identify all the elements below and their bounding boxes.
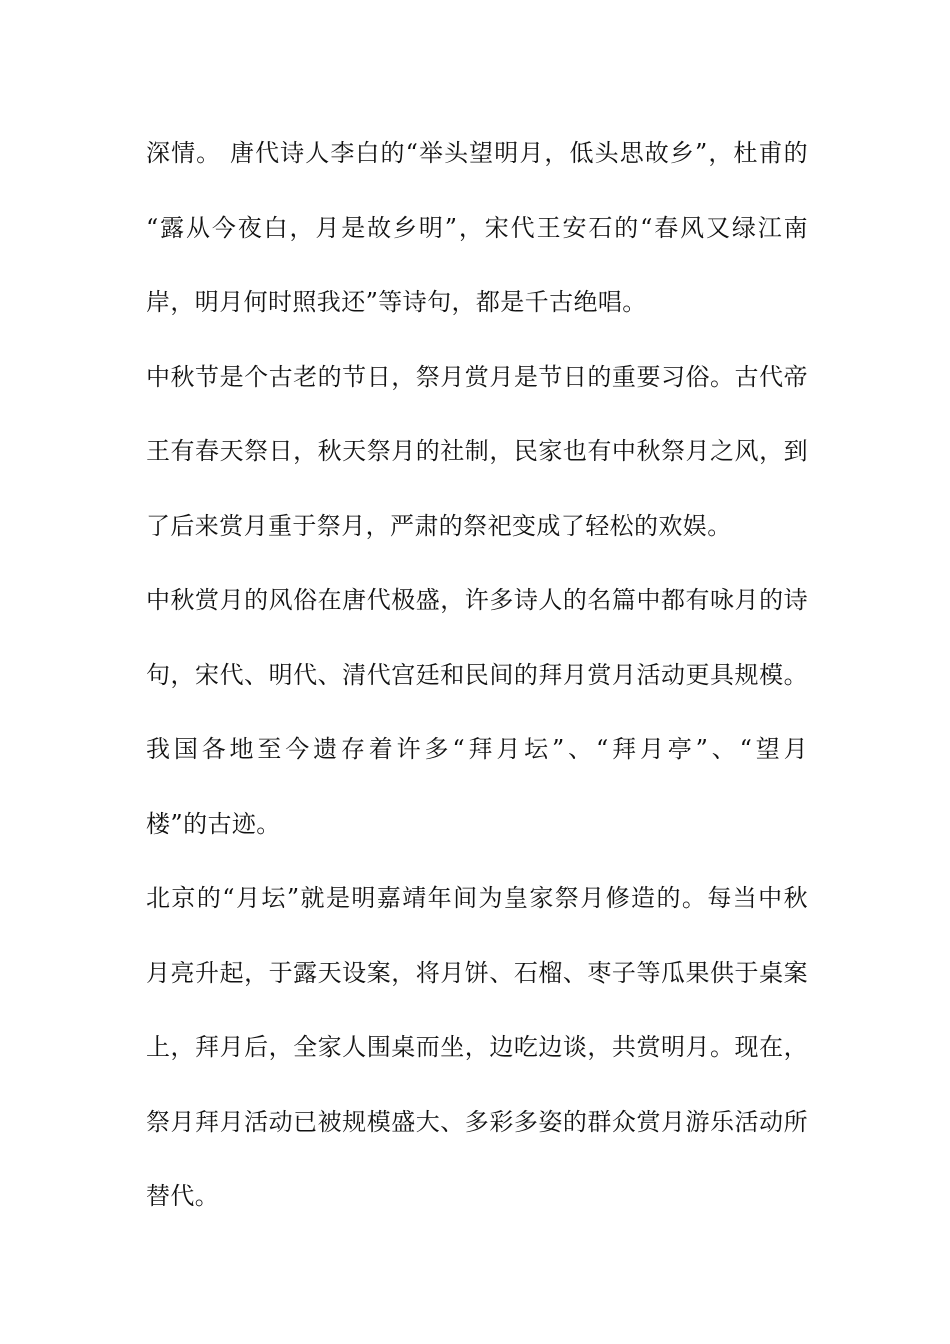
text-line: 岸，明月何时照我还”等诗句，都是千古绝唱。 <box>146 288 647 316</box>
text-line: “露从今夜白，月是故乡明”，宋代王安石的“春风又绿江南 <box>146 213 808 242</box>
text-line: 我国各地至今遗存着许多“拜月坛”、“拜月亭”、“望月 <box>146 735 808 763</box>
text-line: 了后来赏月重于祭月，严肃的祭祀变成了轻松的欢娱。 <box>146 511 732 540</box>
text-line: 月亮升起，于露天设案，将月饼、石榴、枣子等瓜果供于桌案 <box>146 958 808 987</box>
text-line: 上，拜月后，全家人围桌而坐，边吃边谈，共赏明月。现在， <box>146 1033 808 1061</box>
text-line: 深情。 唐代诗人李白的“举头望明月，低头思故乡”，杜甫的 <box>146 139 808 167</box>
text-line: 中秋节是个古老的节日，祭月赏月是节日的重要习俗。古代帝 <box>146 362 808 391</box>
text-line: 楼”的古迹。 <box>146 809 281 838</box>
text-line: 祭月拜月活动已被规模盛大、多彩多姿的群众赏月游乐活动所 <box>146 1107 808 1136</box>
document-body <box>146 133 808 1251</box>
text-line: 替代。 <box>146 1182 220 1210</box>
text-line: 中秋赏月的风俗在唐代极盛，许多诗人的名篇中都有咏月的诗 <box>146 586 808 614</box>
text-line: 王有春天祭日，秋天祭月的社制，民家也有中秋祭月之风，到 <box>146 437 808 465</box>
text-line: 北京的“月坛”就是明嘉靖年间为皇家祭月修造的。每当中秋 <box>146 884 808 912</box>
text-line: 句，宋代、明代、清代宫廷和民间的拜月赏月活动更具规模。 <box>146 660 808 689</box>
